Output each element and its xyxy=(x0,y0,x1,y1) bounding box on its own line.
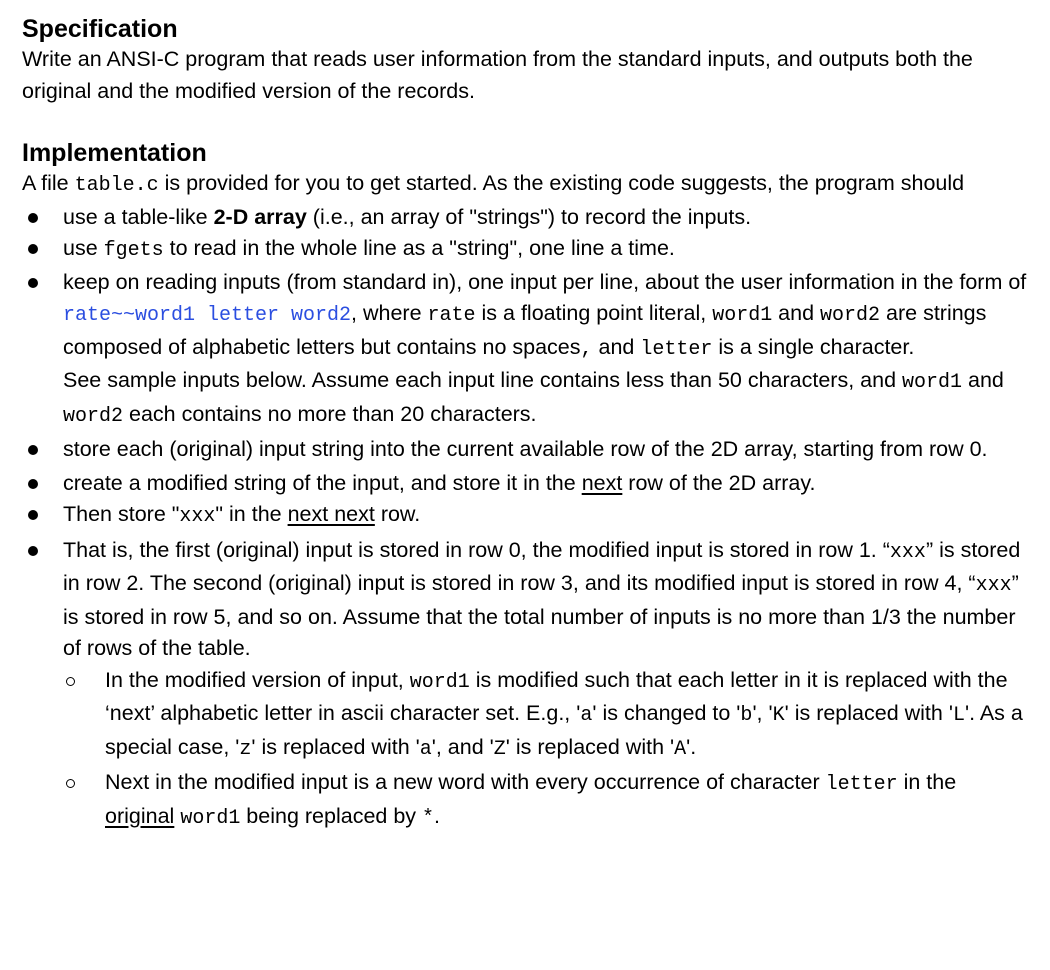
list-item: use fgets to read in the whole line as a "string", one line a time. xyxy=(22,233,1030,267)
circle-bullet-icon xyxy=(66,677,75,686)
circle-bullet-icon xyxy=(66,779,75,788)
bullet-icon xyxy=(28,510,38,520)
requirements-list xyxy=(22,202,1030,835)
bullet-icon xyxy=(28,479,38,489)
implementation-heading: Implementation xyxy=(22,139,207,167)
list-item: That is, the first (original) input is stored in row 0, the modified input is stored in row 1. “xxx” is stored in row 2. The second (original) input is stored in row 3, and its modified input is stored in row 4, “xxx” is stored in row 5, and so on. Assume that the total number of inputs is no more than 1/3 the number of rows of the table. In the modified version of input, word1 is modified such that each letter in it is replaced with the ‘next’ alphabetic letter in ascii character set. E.g., 'a' is changed to 'b', 'K' is replaced with 'L'. As a special case, 'z' is replaced with 'a', and 'Z' is replaced with 'A'. Next in the modified input is a new word with every occurrence of character letter in the original word1 being replaced by *. xyxy=(22,535,1030,835)
list-item: keep on reading inputs (from standard in), one input per line, about the user information in the form of rate~~word1 letter word2, where rate is a floating point literal, word1 and word2 are strings composed of alphabetic letters but contains no spaces, and letter is a single character. See sample inputs below. Assume each input line contains less than 50 characters, and word1 and word2 each contains no more than 20 characters. xyxy=(22,267,1030,433)
bullet-icon xyxy=(28,445,38,455)
specification-heading: Specification xyxy=(22,15,178,43)
sub-list-item: In the modified version of input, word1 is modified such that each letter in it is replaced with the ‘next’ alphabetic letter in ascii character set. E.g., 'a' is changed to 'b', 'K' is replaced with 'L'. As a special case, 'z' is replaced with 'a', and 'Z' is replaced with 'A'. xyxy=(63,665,1030,766)
fgets-code: fgets xyxy=(103,239,164,262)
bullet-icon xyxy=(28,213,38,223)
bullet-icon xyxy=(28,546,38,556)
input-format-code: rate~~word1 letter word2 xyxy=(63,304,352,327)
list-item: use a table-like 2-D array (i.e., an array of "strings") to record the inputs. xyxy=(22,202,1030,234)
file-name-code: table.c xyxy=(74,174,159,197)
specification-paragraph: Write an ANSI-C program that reads user information from the standard inputs, and outputs both the original and the modified version of the records. xyxy=(22,47,973,103)
list-item: Then store "xxx" in the next next row. xyxy=(22,499,1030,533)
sub-list xyxy=(63,665,1030,835)
bullet-icon xyxy=(28,278,38,288)
sub-list-item: Next in the modified input is a new word with every occurrence of character letter in the original word1 being replaced by *. xyxy=(63,767,1030,834)
list-item: store each (original) input string into the current available row of the 2D array, starting from row 0. xyxy=(22,434,1030,466)
implementation-intro: A file table.c is provided for you to get started. As the existing code suggests, the program should xyxy=(22,171,965,197)
bullet-icon xyxy=(28,244,38,254)
list-item: create a modified string of the input, and store it in the next row of the 2D array. xyxy=(22,468,1030,500)
